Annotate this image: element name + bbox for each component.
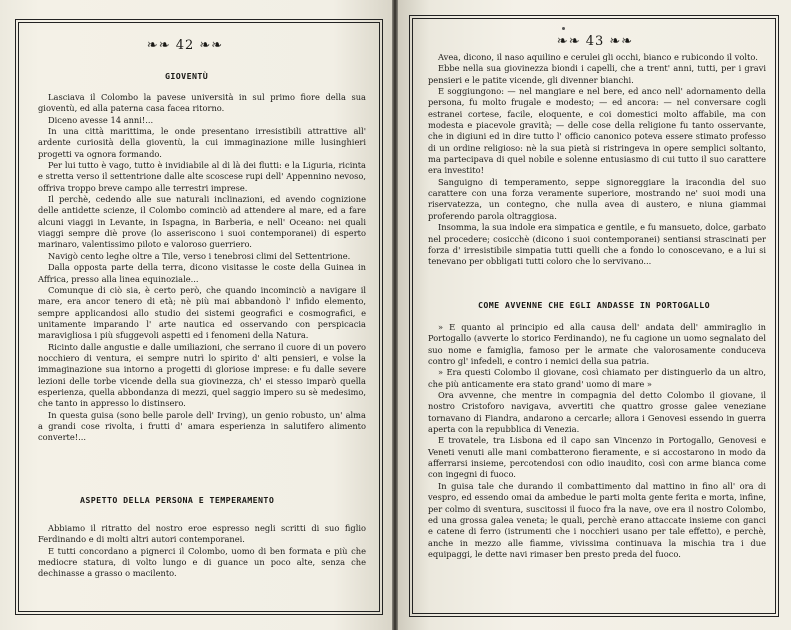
paragraph: Per lui tutto è vago, tutto è invidiabile al di là dei flutti: e la Liguria, ricinta e stretta verso il settentrione dalle alte scoscese rupi dell' Appennino nevoso, offriva troppo breve campo alle terrestri imprese. [38, 160, 366, 193]
paragraph: Avea, dicono, il naso aquilino e cerulei gli occhi, bianco e rubicondo il volto. [438, 52, 758, 62]
paragraph: E trovatele, tra Lisbona ed il capo san Vincenzo in Portogallo, Genovesi e Veneti venuti alle mani combatterono fieramente, e si accostarono in modo da afferrarsi insieme, percotendosi con odio inaudito, così con arme bianca come con ingegni di fuoco. [428, 435, 766, 480]
paragraph: In questa guisa (sono belle parole dell' Irving), un genio robusto, un' alma a grandi cose rivolta, i frutti d' amara esperienza in salutifero alimento converte!... [38, 409, 366, 443]
paragraph: Lasciava il Colombo la pavese università in sul primo fiore della sua gioventù, ed alla paterna casa facea ritorno. [38, 92, 366, 114]
paragraph: Ora avvenne, che mentre in compagnia del detto Colombo il giovane, il nostro Cristoforo navigava, avvertiti che quattro grosse galee veneziane tornavano di Fiandra, andarono a cercarle; allora i Genovesi essendo in guerra aperta con la repubblica di Venezia. [428, 390, 766, 435]
paragraph: » Era questi Colombo il giovane, così chiamato per distinguerlo da un altro, che più anticamente era stato grand' uomo di mare » [428, 367, 766, 389]
right-page [398, 0, 791, 630]
page-number: ❧❧ 43 ❧❧ [556, 34, 634, 49]
text-block [38, 92, 366, 444]
text-block [428, 52, 766, 268]
paragraph: Abbiamo il ritratto del nostro eroe espresso negli scritti di suo figlio Ferdinando e di molti altri autori contemporanei. [38, 523, 366, 545]
paragraph: Insomma, la sua indole era simpatica e gentile, e fu mansueto, dolce, garbato nel procedere; cosicchè (dicono i suoi contemporanei) sentiansi strascinati per forza d' irresistibile simpatia tutti quelli che a fondo lo conoscevano, e a lui si tenevano per obbligati tutti coloro che lo servivano... [428, 222, 766, 267]
page-number: ❧❧ 42 ❧❧ [146, 38, 224, 53]
paragraph: E soggiungono: — nel mangiare e nel bere, ed anco nell' adornamento della persona, fu molto frugale e modesto; — ed ancora: — nel conversare cogli estranei cortese, facile, eloquente, e coi domestici molto affabile, ma con modesta e piacevole gravità; — delle cose della religione fu tanto osservante, che in digiuni ed in dire tutto l' officio canonico poteva essere stimato professo di un ordine religioso: nè la sua pietà si ristringeva in opere semplici soltanto, ma partecipava di quel nobile e solenne entusiasmo di cui tutto il suo carattere era investito! [428, 86, 766, 176]
section-heading: ASPETTO DELLA PERSONA E TEMPERAMENTO [80, 495, 275, 505]
paragraph: Diceno avesse 14 anni!... [48, 114, 154, 125]
paragraph: Sanguigno di temperamento, seppe signoreggiare la iracondia del suo carattere con una forza veramente superiore, mostrando ne' suoi modi una riservatezza, un contegno, che nulla avea di austero, e niuna giammai proferendo parola oltraggiosa. [428, 176, 766, 221]
text-block [428, 322, 766, 560]
text-block [38, 523, 366, 580]
section-heading: COME AVVENNE CHE EGLI ANDASSE IN PORTOGALLO [478, 300, 710, 310]
paragraph: Il perchè, cedendo alle sue naturali inclinazioni, ed avendo cognizione delle antidette scienze, il Colombo cominciò ad attendere al mare, ed a fare alcuni viaggi in Levante, in Ispagna, in Barberia, e nell' Oceano: nei quali viaggi sempre diè prove (lo asseriscono i suoi contemporanei) di esperto marinaro, valentissimo piloto e valoroso guerriero. [38, 194, 366, 250]
left-page [0, 0, 392, 630]
paragraph: Comunque di ciò sia, è certo però, che quando incominciò a navigare il mare, era ancor tenero di età; nè più mai abbandonò l' infido elemento, sempre applicandosi allo studio dei sistemi geografici e cosmografici, e unitamente imparando l' arte nautica ed osservando con perspicacia maravigliosa i più sfuggevoli aspetti ed i fenomeni della Natura. [38, 284, 366, 341]
section-heading: GIOVENTÙ [165, 71, 209, 81]
paper-speck [562, 27, 565, 30]
paragraph: Navigò cento leghe oltre a Tile, verso i tenebrosi climi del Settentrione. [48, 250, 351, 261]
paragraph: In guisa tale che durando il combattimento dal mattino in fino all' ora di vespro, ed essendo omai da ambedue le parti molta gente ferita e morta, infine, per colmo di sventura, suscitossi il fuoco fra la nave, ove era il nostro Colombo, ed una grossa galea veneta; le quali, perchè erano attaccate insieme con ganci e catene di ferro (istrumenti che i nocchieri usano per tale effetto), e perchè, anche in mezzo alle fiamme, vivissima continuava la mischia tra i due equipaggi, le dette navi rimaser ben presto preda del fuoco. [428, 480, 766, 559]
paragraph: Dalla opposta parte della terra, dicono visitasse le coste della Guinea in Affrica, presso alla linea equinoziale... [38, 262, 366, 284]
paragraph: Ricinto dalle angustie e dalle umiliazioni, che serrano il cuore di un povero nocchiero di ventura, ei sempre nutrì lo spirito d' alti pensieri, e volse la immaginazione sua intorno a progetti di gloriose imprese: e fu dalle severe lezioni delle torbe vicende della sua giovinezza, ch' ei stesso imparò quella esperienza, quella abbondanza di mezzi, quel saggio impero su sè medesimo, che tanto in appresso lo distinsero. [38, 341, 366, 409]
paragraph: In una città marittima, le onde presentano irresistibili attrattive all' ardente curiosità della gioventù, la cui immaginazione mille lusinghieri progetti va ognora formando. [38, 126, 366, 159]
paragraph: E tutti concordano a pignerci il Colombo, uomo di ben formata e più che mediocre statura, di volto lungo e di guance un poco alte, senza che dechinasse a grasso o macilento. [38, 545, 366, 579]
paragraph: » E quanto al principio ed alla causa dell' andata dell' ammiraglio in Portogallo (avverte lo storico Ferdinando), ne fu cagione un uomo segnalato del suo nome e famiglia, famoso per le armate che valorosamente conduceva contro gl' infedeli, e contro i nemici della sua patria. [428, 322, 766, 367]
paragraph: Ebbe nella sua giovinezza biondi i capelli, che a trent' anni, tutti, per i gravi pensieri e le patite vicende, gli divenner bianchi. [428, 63, 766, 85]
